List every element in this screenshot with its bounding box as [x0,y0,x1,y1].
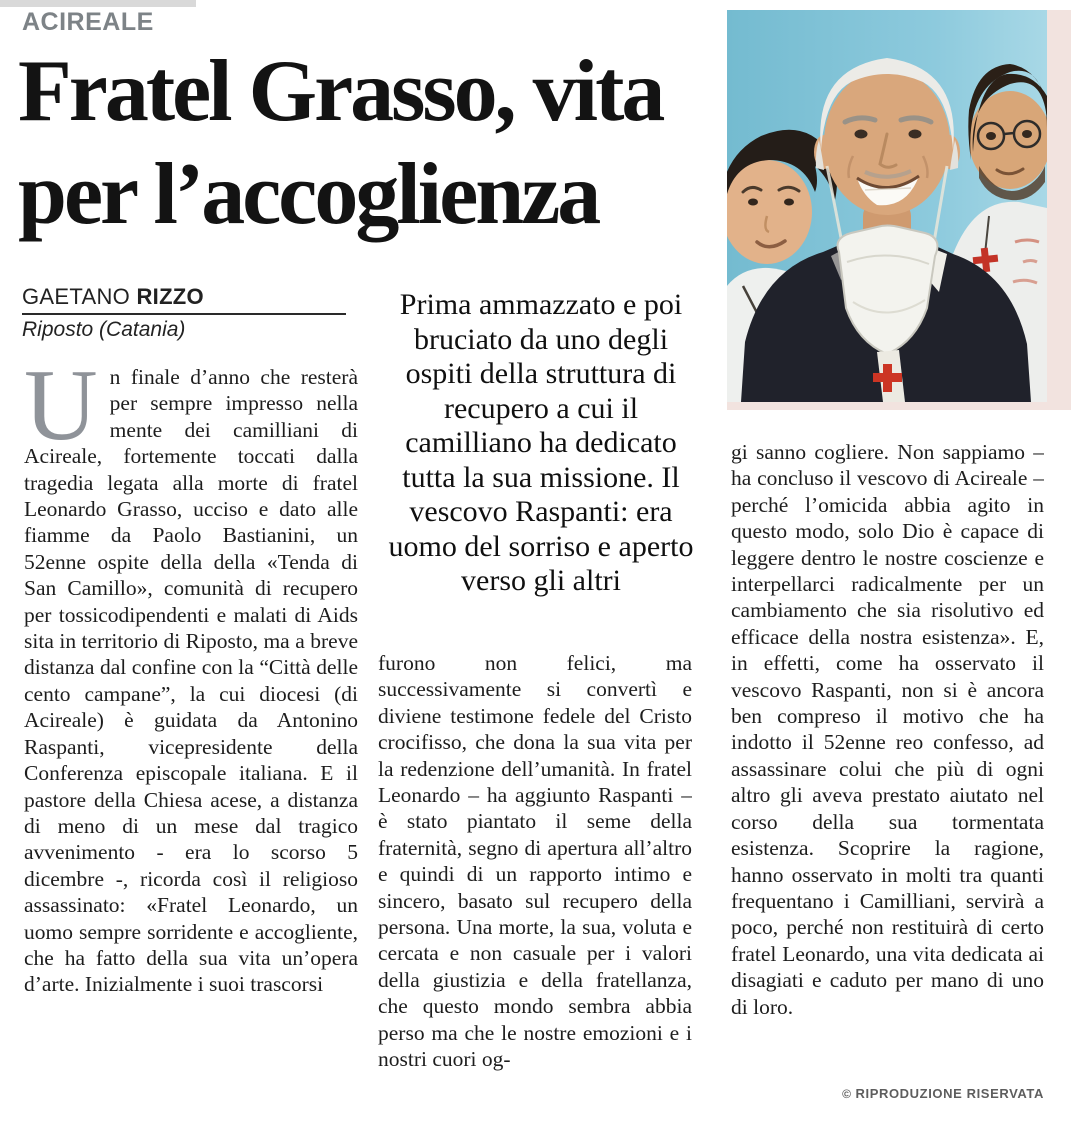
article-column-2 [378,650,692,1112]
scan-edge-artifact [0,0,196,7]
headline-line-2: per l’accoglienza [18,146,599,243]
article-photo [727,10,1071,410]
section-kicker: ACIREALE [22,8,154,36]
author-last-name: RIZZO [136,284,204,309]
column-1-text: n finale d’anno che resterà per sempre impresso nella mente dei camilliani di Acireale, fortemente toccati dalla tragedia legata alla morte di fratel Leonardo Grasso, ucciso e dato alle fiamme da Paolo Bastianini, un 52enne ospite della della «Tenda di San Camillo», comunità di recupero per tossicodipendenti e malati di Aids sita in territorio di Riposto, ma a breve distanza dal confine con la “Città delle cento campane”, la cui diocesi (di Acireale) è guidata da Antonino Raspanti, vicepresidente della Conferenza episcopale italiana. E il pastore della Chiesa acese, a distanza di meno di un mese dal tragico avvenimento - era lo scorso 5 dicembre -, ricorda così il religioso assassinato: «Fratel Leonardo, un uomo sempre sorridente e accogliente, che ha fatto della sua vita un’opera d’arte. Inizialmente i suoi trascorsi [24,365,358,997]
dropcap-letter: U [24,364,98,462]
dateline: Riposto (Catania) [22,318,186,341]
copyright-label: RIPRODUZIONE RISERVATA [855,1086,1044,1101]
copyright-notice [731,1086,1044,1101]
column-2-text: furono non felici, ma successivamente si convertì e diviene testimone fedele del Cristo crocifisso, che dona la sua vita per la redenzione dell’umanità. In fratel Leonardo – ha aggiunto Raspanti – è stato piantato il seme della fraternità, segno di apertura all’altro e quindi di un rapporto intimo e sincero, basato sul recupero della persona. Una morte, la sua, voluta e cercata e non casuale per i valori della giustizia e della fratellanza, che questo mondo sembra abbia perso ma che le nostre emozioni e i nostri cuori og- [378,651,692,1072]
author-first-name: GAETANO [22,284,131,309]
column-3-text: gi sanno cogliere. Non sappiamo – ha concluso il vescovo di Acireale – perché l’omicida abbia agito in questo modo, solo Dio è capace di leggere dentro le nostre coscienze e interpellarci radicalmente per un cambiamento che sia risolutivo ed efficace della nostra esistenza». E, in effetti, come ha osservato il vescovo Raspanti, non si è ancora ben compreso il motivo che ha indotto il 52enne reo confesso, ad assassinare colui che più di ogni altro gli aveva prestato aiutato nel corso della sua tormentata esistenza. Scoprire la ragione, hanno osservato in molti tra quanti frequentano i Camilliani, servirà a poco, perché non restituirà di certo fratel Leonardo, una vita dedicata ai disagiati e caduto per mano di uno di loro. [731,440,1044,1019]
article-column-1 [24,364,358,1100]
byline-block [22,284,346,342]
article-column-3 [731,439,1044,1083]
article-headline [18,40,730,246]
copyright-icon: © [842,1087,852,1101]
photo-illustration [727,10,1047,402]
standfirst: Prima ammazzato e poi bruciato da uno degli ospiti della struttura di recupero a cui il camilliano ha dedicato tutta la sua missione. Il vescovo Raspanti: era uomo del sorriso e aperto verso gli altri [388,288,694,597]
headline-line-1: Fratel Grasso, vita [18,43,663,140]
author-name [22,284,346,315]
